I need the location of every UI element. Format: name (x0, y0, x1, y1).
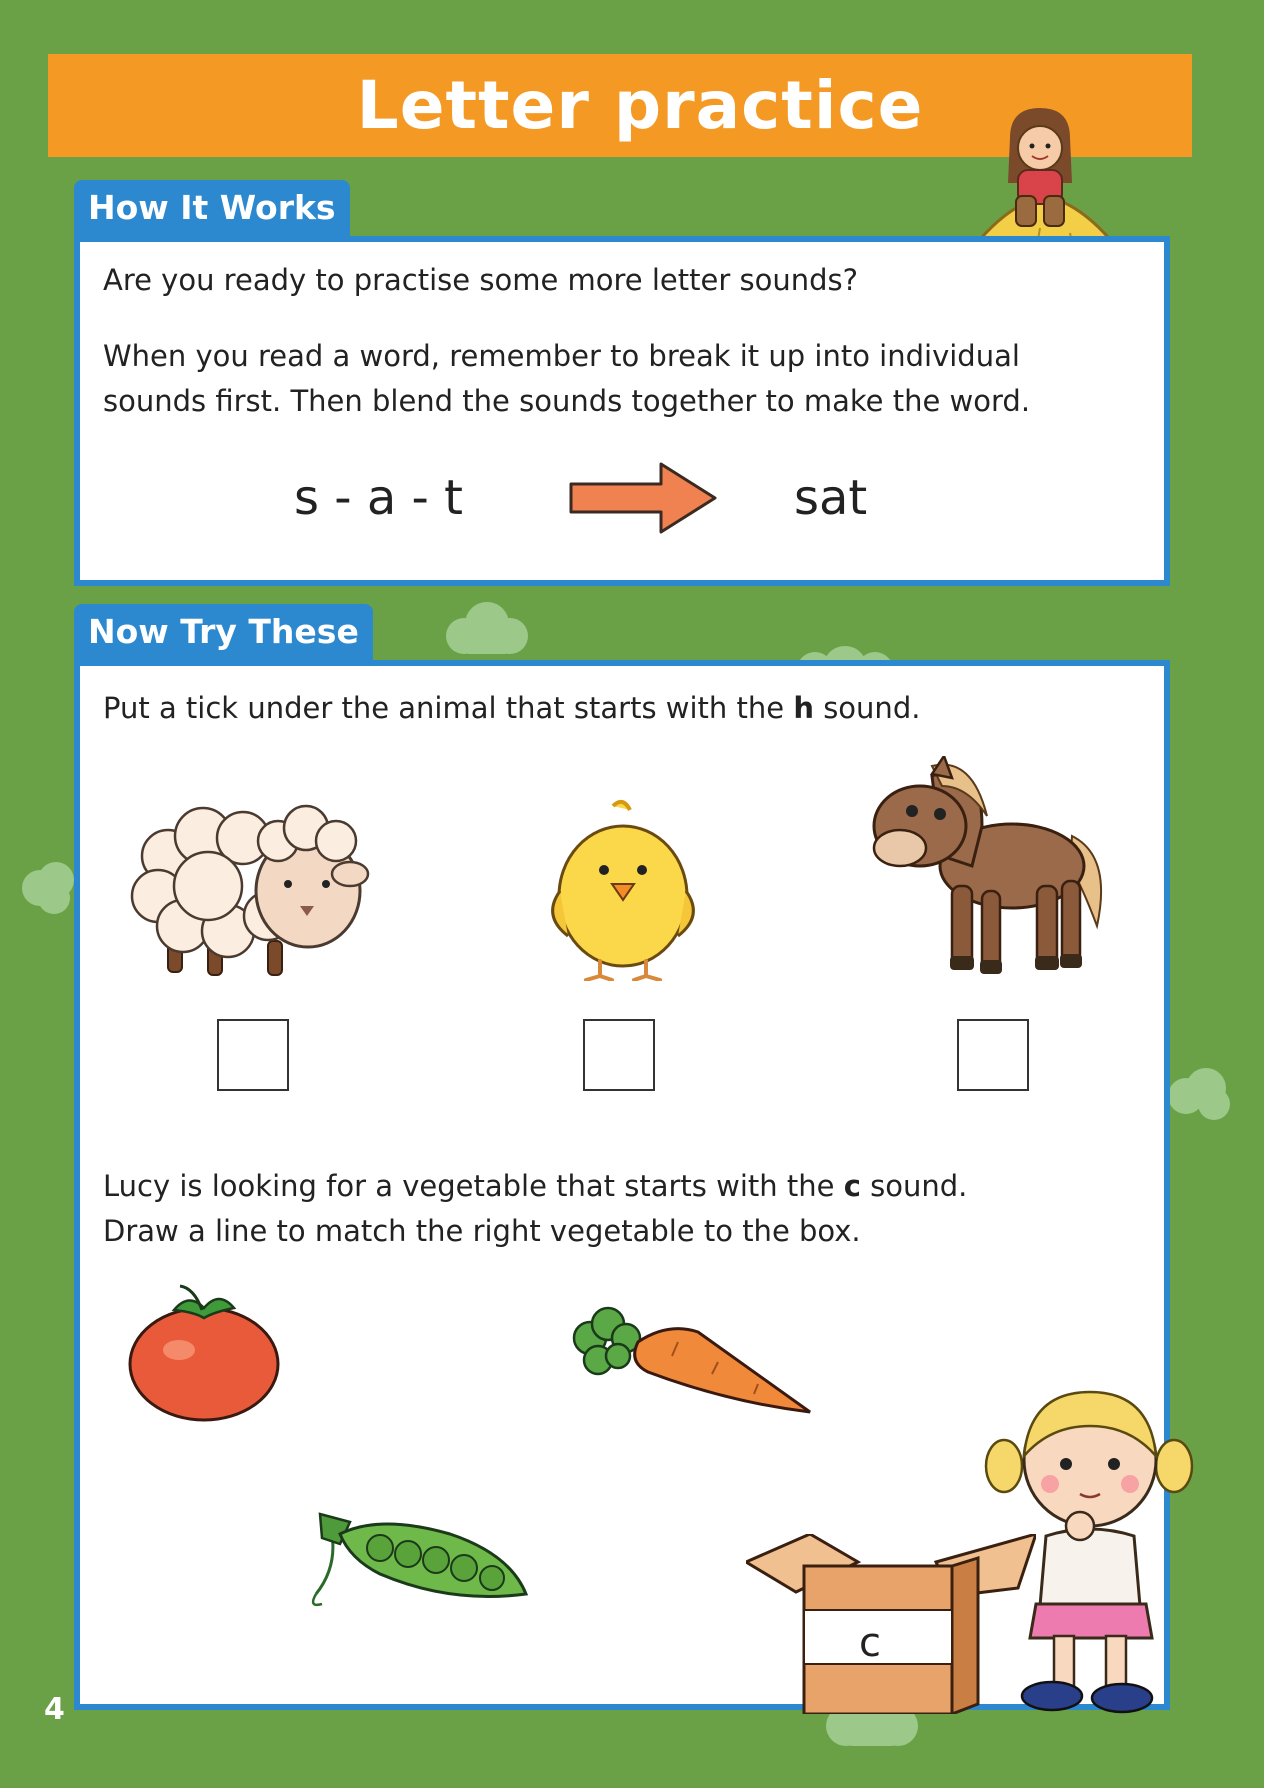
question-2-part-1: Lucy is looking for a vegetable that starts with the (103, 1169, 844, 1203)
tab-now-try-these: Now Try These (74, 604, 373, 660)
chick-icon (538, 796, 708, 981)
question-1-part-2: sound. (813, 691, 921, 725)
cloud-decoration (1164, 1064, 1234, 1124)
girl-lucy-icon (980, 1386, 1200, 1716)
arrow-right-icon (565, 458, 725, 538)
intro-text: Are you ready to practise some more letter sounds? (103, 263, 858, 297)
tick-box-chick[interactable] (583, 1019, 655, 1091)
sheep-icon (128, 796, 378, 986)
page-number: 4 (44, 1692, 65, 1727)
instruction-text (103, 334, 1103, 424)
question-2-line-2: Draw a line to match the right vegetable to the box. (103, 1214, 861, 1248)
question-1-part-1: Put a tick under the animal that starts with the (103, 691, 794, 725)
page-title: Letter practice (356, 67, 924, 144)
box-letter: c (859, 1620, 881, 1666)
tomato-icon (124, 1282, 284, 1422)
horse-icon (872, 756, 1117, 986)
blend-letters: s - a - t (294, 470, 463, 526)
peas-icon (300, 1504, 530, 1624)
tick-box-horse[interactable] (957, 1019, 1029, 1091)
question-2-letter: c (843, 1169, 861, 1203)
question-1-letter: h (793, 691, 814, 725)
tab-how-it-works: How It Works (74, 180, 350, 236)
carrot-icon (568, 1302, 818, 1422)
cloud-decoration (442, 600, 532, 660)
cloud-decoration (20, 858, 76, 918)
instruction-line-2: sounds first. Then blend the sounds together to make the word. (103, 384, 1031, 418)
tick-box-sheep[interactable] (217, 1019, 289, 1091)
blend-word: sat (794, 470, 868, 526)
question-1-text (103, 686, 1103, 731)
instruction-line-1: When you read a word, remember to break it up into individual (103, 339, 1020, 373)
question-2-part-2: sound. (860, 1169, 968, 1203)
question-2-text (103, 1164, 1103, 1254)
